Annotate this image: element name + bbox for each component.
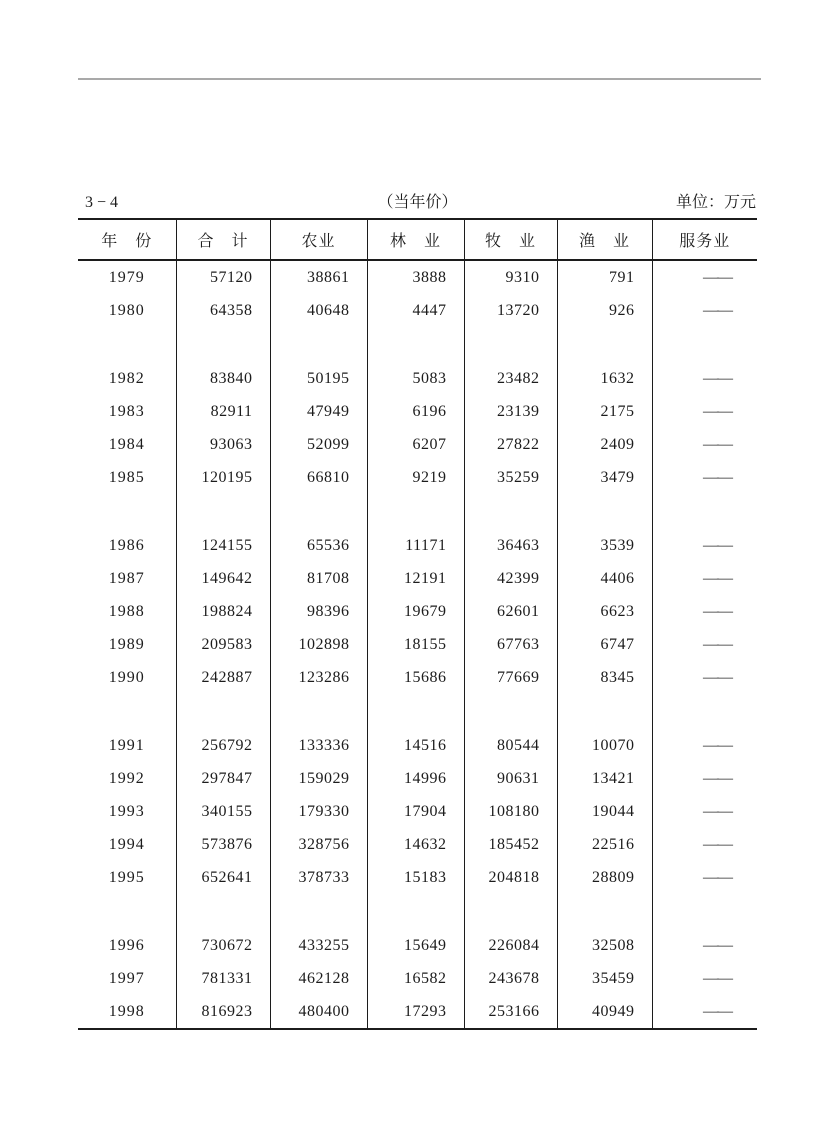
value-cell: 1632 (557, 362, 652, 395)
value-cell: —— (652, 861, 757, 894)
year-cell: 1979 (108, 268, 145, 286)
value-cell: 19044 (557, 795, 652, 828)
value-cell: —— (652, 294, 757, 327)
value-cell: 243678 (464, 962, 557, 995)
value-cell: 433255 (270, 929, 367, 962)
value-cell: 81708 (270, 562, 367, 595)
spacer-cell (176, 694, 270, 729)
value-cell: 57120 (176, 260, 270, 294)
value-cell: 62601 (464, 595, 557, 628)
value-cell: 297847 (176, 762, 270, 795)
value-cell: —— (652, 929, 757, 962)
value-cell: 3539 (557, 529, 652, 562)
value-cell: 926 (557, 294, 652, 327)
value-cell: 15649 (367, 929, 464, 962)
value-cell: 8345 (557, 661, 652, 694)
spacer-cell (176, 494, 270, 529)
value-cell: 27822 (464, 428, 557, 461)
table-body (78, 260, 757, 1029)
value-cell: 256792 (176, 729, 270, 762)
spacer-row (78, 494, 757, 529)
year-cell: 1998 (108, 1002, 145, 1020)
spacer-cell (464, 327, 557, 362)
value-cell: 38861 (270, 260, 367, 294)
value-cell: 17904 (367, 795, 464, 828)
value-cell: 83840 (176, 362, 270, 395)
table-row (78, 762, 757, 795)
table-row (78, 529, 757, 562)
value-cell: 133336 (270, 729, 367, 762)
spacer-cell (270, 694, 367, 729)
spacer-cell (557, 327, 652, 362)
value-cell: 730672 (176, 929, 270, 962)
value-cell: —— (652, 729, 757, 762)
value-cell: 6196 (367, 395, 464, 428)
value-cell: 16582 (367, 962, 464, 995)
value-cell: —— (652, 995, 757, 1029)
value-cell: 35459 (557, 962, 652, 995)
value-cell: 340155 (176, 795, 270, 828)
value-cell: —— (652, 461, 757, 494)
value-cell: 791 (557, 260, 652, 294)
value-cell: 149642 (176, 562, 270, 595)
column-header-total: 合 计 (176, 219, 270, 260)
value-cell: —— (652, 795, 757, 828)
spacer-cell (270, 894, 367, 929)
table-row (78, 729, 757, 762)
value-cell: 124155 (176, 529, 270, 562)
value-cell: 573876 (176, 828, 270, 861)
value-cell: 15183 (367, 861, 464, 894)
column-header-services: 服务业 (652, 219, 757, 260)
value-cell: 14632 (367, 828, 464, 861)
price-note: （当年价） (377, 194, 458, 211)
value-cell: 102898 (270, 628, 367, 661)
table-row (78, 861, 757, 894)
table-row (78, 828, 757, 861)
spacer-cell (557, 494, 652, 529)
value-cell: 253166 (464, 995, 557, 1029)
value-cell: 9219 (367, 461, 464, 494)
value-cell: 14996 (367, 762, 464, 795)
table-row (78, 461, 757, 494)
value-cell: —— (652, 428, 757, 461)
value-cell: 40648 (270, 294, 367, 327)
column-header-forestry: 林 业 (367, 219, 464, 260)
table-row (78, 595, 757, 628)
spacer-row (78, 327, 757, 362)
year-cell: 1995 (108, 868, 145, 886)
value-cell: 13720 (464, 294, 557, 327)
year-cell: 1987 (108, 569, 145, 587)
spacer-cell (557, 694, 652, 729)
year-cell: 1992 (108, 769, 145, 787)
value-cell: 13421 (557, 762, 652, 795)
value-cell: 42399 (464, 562, 557, 595)
spacer-cell (652, 894, 757, 929)
spacer-cell (464, 494, 557, 529)
table-row (78, 795, 757, 828)
value-cell: 23139 (464, 395, 557, 428)
value-cell: 120195 (176, 461, 270, 494)
value-cell: 17293 (367, 995, 464, 1029)
spacer-cell (652, 494, 757, 529)
value-cell: —— (652, 628, 757, 661)
value-cell: 108180 (464, 795, 557, 828)
value-cell: —— (652, 762, 757, 795)
year-cell: 1982 (108, 369, 145, 387)
column-header-agriculture: 农业 (270, 219, 367, 260)
table-row (78, 294, 757, 327)
spacer-cell (652, 694, 757, 729)
table-row (78, 628, 757, 661)
value-cell: 77669 (464, 661, 557, 694)
value-cell: 11171 (367, 529, 464, 562)
spacer-cell (78, 494, 176, 529)
spacer-cell (367, 694, 464, 729)
year-cell: 1997 (108, 969, 145, 987)
value-cell: 98396 (270, 595, 367, 628)
value-cell: 36463 (464, 529, 557, 562)
value-cell: —— (652, 395, 757, 428)
year-cell: 1989 (108, 635, 145, 653)
value-cell: 80544 (464, 729, 557, 762)
value-cell: 22516 (557, 828, 652, 861)
table-row (78, 428, 757, 461)
unit-label: 单位：万元 (675, 194, 756, 211)
year-cell: 1994 (108, 835, 145, 853)
value-cell: 816923 (176, 995, 270, 1029)
value-cell: 185452 (464, 828, 557, 861)
value-cell: 10070 (557, 729, 652, 762)
value-cell: 40949 (557, 995, 652, 1029)
value-cell: 50195 (270, 362, 367, 395)
value-cell: 32508 (557, 929, 652, 962)
spacer-cell (176, 894, 270, 929)
table-row (78, 661, 757, 694)
value-cell: 6207 (367, 428, 464, 461)
value-cell: 204818 (464, 861, 557, 894)
spacer-cell (464, 894, 557, 929)
value-cell: —— (652, 260, 757, 294)
value-cell: —— (652, 661, 757, 694)
column-header-fishery: 渔 业 (557, 219, 652, 260)
value-cell: 462128 (270, 962, 367, 995)
value-cell: —— (652, 962, 757, 995)
table-row (78, 260, 757, 294)
spacer-cell (270, 327, 367, 362)
table-row (78, 562, 757, 595)
value-cell: 5083 (367, 362, 464, 395)
value-cell: 652641 (176, 861, 270, 894)
year-cell: 1983 (108, 402, 145, 420)
value-cell: 4406 (557, 562, 652, 595)
value-cell: 6747 (557, 628, 652, 661)
caption-row (78, 191, 757, 215)
table-row (78, 395, 757, 428)
value-cell: 198824 (176, 595, 270, 628)
table-row (78, 929, 757, 962)
table-row (78, 962, 757, 995)
value-cell: 226084 (464, 929, 557, 962)
value-cell: 28809 (557, 861, 652, 894)
value-cell: 2175 (557, 395, 652, 428)
year-cell: 1988 (108, 602, 145, 620)
value-cell: 23482 (464, 362, 557, 395)
value-cell: 4447 (367, 294, 464, 327)
value-cell: 12191 (367, 562, 464, 595)
spacer-row (78, 694, 757, 729)
spacer-cell (367, 494, 464, 529)
value-cell: 67763 (464, 628, 557, 661)
value-cell: 123286 (270, 661, 367, 694)
header-row (78, 219, 757, 260)
spacer-cell (652, 327, 757, 362)
value-cell: 66810 (270, 461, 367, 494)
value-cell: 90631 (464, 762, 557, 795)
spacer-cell (557, 894, 652, 929)
spacer-row (78, 894, 757, 929)
year-cell: 1996 (108, 936, 145, 954)
year-cell: 1985 (108, 468, 145, 486)
value-cell: 64358 (176, 294, 270, 327)
value-cell: 35259 (464, 461, 557, 494)
value-cell: 209583 (176, 628, 270, 661)
table-header (78, 219, 757, 260)
spacer-cell (464, 694, 557, 729)
statistics-table (78, 218, 757, 1030)
value-cell: 159029 (270, 762, 367, 795)
value-cell: 19679 (367, 595, 464, 628)
value-cell: 781331 (176, 962, 270, 995)
value-cell: 378733 (270, 861, 367, 894)
spacer-cell (367, 327, 464, 362)
top-rule-divider (78, 78, 761, 80)
year-cell: 1990 (108, 668, 145, 686)
column-header-year: 年 份 (78, 219, 176, 260)
year-cell: 1991 (108, 736, 145, 754)
value-cell: —— (652, 362, 757, 395)
value-cell: —— (652, 529, 757, 562)
value-cell: 93063 (176, 428, 270, 461)
value-cell: 15686 (367, 661, 464, 694)
value-cell: 328756 (270, 828, 367, 861)
value-cell: 242887 (176, 661, 270, 694)
spacer-cell (78, 694, 176, 729)
value-cell: 18155 (367, 628, 464, 661)
value-cell: 480400 (270, 995, 367, 1029)
value-cell: 3888 (367, 260, 464, 294)
value-cell: 14516 (367, 729, 464, 762)
spacer-cell (78, 327, 176, 362)
value-cell: 6623 (557, 595, 652, 628)
value-cell: —— (652, 828, 757, 861)
value-cell: 9310 (464, 260, 557, 294)
spacer-cell (176, 327, 270, 362)
spacer-cell (367, 894, 464, 929)
value-cell: —— (652, 595, 757, 628)
value-cell: 2409 (557, 428, 652, 461)
value-cell: 47949 (270, 395, 367, 428)
spacer-cell (270, 494, 367, 529)
year-cell: 1980 (108, 301, 145, 319)
value-cell: 52099 (270, 428, 367, 461)
column-header-husbandry: 牧 业 (464, 219, 557, 260)
year-cell: 1984 (108, 435, 145, 453)
value-cell: 3479 (557, 461, 652, 494)
value-cell: —— (652, 562, 757, 595)
value-cell: 65536 (270, 529, 367, 562)
table-row (78, 995, 757, 1029)
year-cell: 1993 (108, 802, 145, 820)
table-code: 3 − 4 (85, 194, 119, 211)
year-cell: 1986 (108, 536, 145, 554)
value-cell: 82911 (176, 395, 270, 428)
table-row (78, 362, 757, 395)
value-cell: 179330 (270, 795, 367, 828)
spacer-cell (78, 894, 176, 929)
